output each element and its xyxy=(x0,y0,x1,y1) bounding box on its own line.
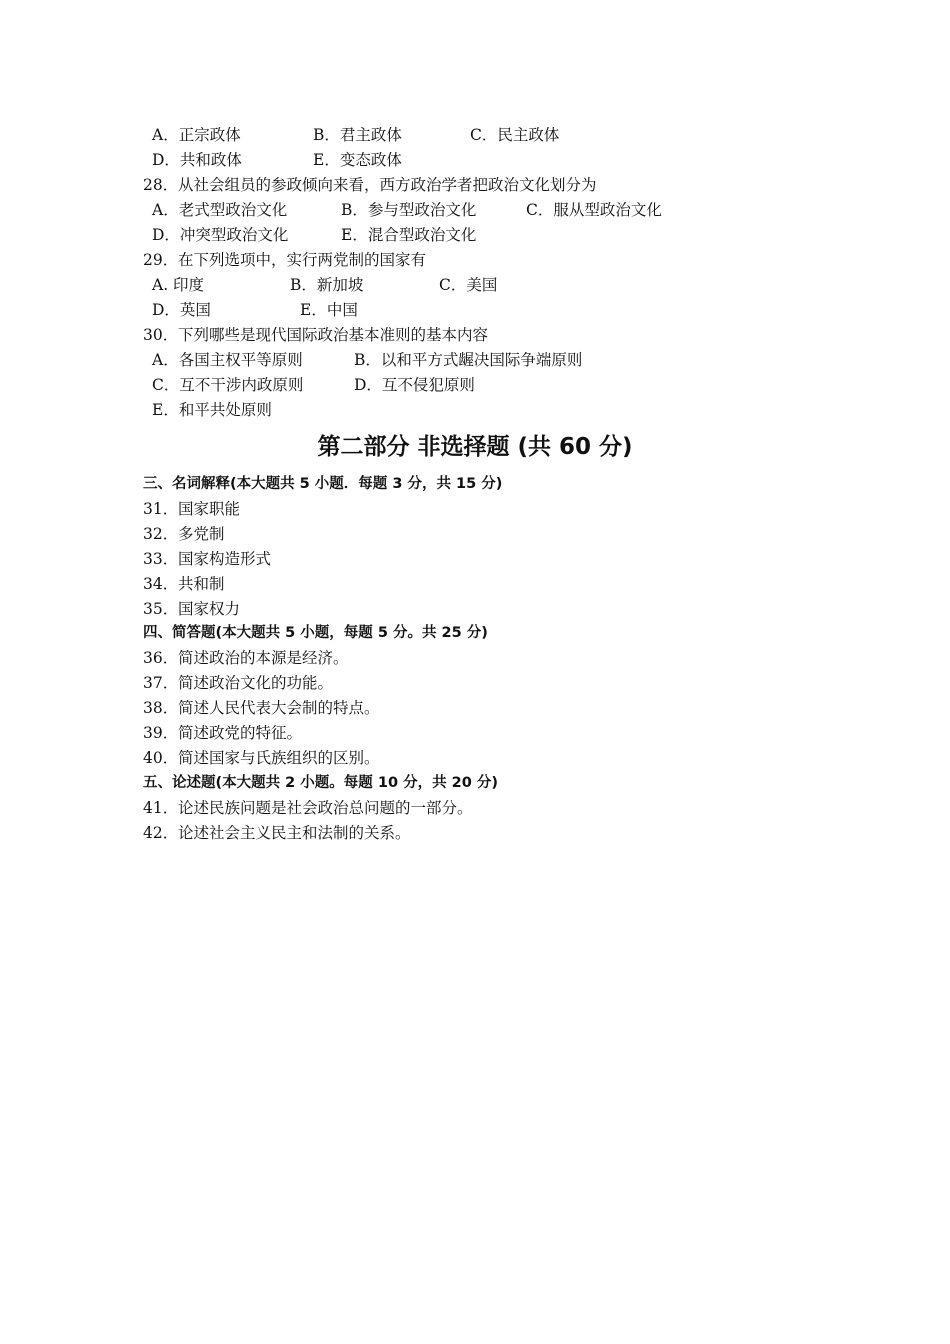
question-number: 29． xyxy=(143,251,179,269)
question-text: 论述民族问题是社会政治总问题的一部分。 xyxy=(178,799,473,817)
question-29 xyxy=(0,248,950,273)
q28-option-b: B．参与型政治文化 xyxy=(341,201,477,219)
question-text: 国家权力 xyxy=(178,600,241,618)
q29-option-e: E．中国 xyxy=(300,301,358,319)
list-item xyxy=(0,597,950,622)
q30-option-e: E．和平共处原则 xyxy=(152,401,272,419)
question-text: 在下列选项中，实行两党制的国家有 xyxy=(178,251,427,269)
question-number: 39． xyxy=(143,724,179,742)
q30-options-row-1 xyxy=(0,348,950,373)
question-number: 33． xyxy=(143,550,179,568)
q28-option-c: C．服从型政治文化 xyxy=(526,201,662,219)
q30-option-c: C．互不干涉内政原则 xyxy=(152,376,304,394)
list-item xyxy=(0,572,950,597)
question-text: 从社会组员的参政倾向来看，西方政治学者把政治文化划分为 xyxy=(178,176,597,194)
question-number: 30． xyxy=(143,326,179,344)
q27-option-b: B．君主政体 xyxy=(313,126,402,144)
section-3-heading: 三、名词解释(本大题共 5 小题．每题 3 分，共 15 分) xyxy=(143,476,503,492)
list-item xyxy=(0,522,950,547)
list-item xyxy=(0,746,950,771)
question-text: 简述人民代表大会制的特点。 xyxy=(178,699,380,717)
q28-option-a: A．老式型政治文化 xyxy=(152,201,288,219)
question-text: 论述社会主义民主和法制的关系。 xyxy=(178,824,411,842)
question-text: 简述政治的本源是经济。 xyxy=(178,649,349,667)
q28-option-e: E．混合型政治文化 xyxy=(341,226,477,244)
question-text: 简述国家与氏族组织的区别。 xyxy=(178,749,380,767)
list-item xyxy=(0,721,950,746)
list-item xyxy=(0,497,950,522)
question-number: 38． xyxy=(143,699,179,717)
question-text: 国家构造形式 xyxy=(178,550,272,568)
q29-option-d: D．英国 xyxy=(152,301,211,319)
question-number: 40． xyxy=(143,749,179,767)
q27-option-d: D．共和政体 xyxy=(152,151,242,169)
question-number: 32． xyxy=(143,525,179,543)
question-number: 35． xyxy=(143,600,179,618)
question-number: 28． xyxy=(143,176,179,194)
list-item xyxy=(0,547,950,572)
list-item xyxy=(0,671,950,696)
q27-option-c: C．民主政体 xyxy=(470,126,560,144)
q29-option-a: A. 印度 xyxy=(152,276,205,294)
q30-option-d: D．互不侵犯原则 xyxy=(354,376,475,394)
list-item xyxy=(0,821,950,846)
q29-option-c: C．美国 xyxy=(439,276,498,294)
q30-options-row-3 xyxy=(0,398,950,423)
q28-options-row-2 xyxy=(0,223,950,248)
question-text: 简述政党的特征。 xyxy=(178,724,303,742)
list-item xyxy=(0,646,950,671)
part-two-title: 第二部分 非选择题 (共 60 分) xyxy=(317,434,633,460)
section-4-heading: 四、简答题(本大题共 5 小题，每题 5 分。共 25 分) xyxy=(143,625,488,641)
q27-option-a: A．正宗政体 xyxy=(152,126,241,144)
question-number: 42． xyxy=(143,824,179,842)
q28-option-d: D．冲突型政治文化 xyxy=(152,226,289,244)
question-text: 共和制 xyxy=(178,575,225,593)
q29-option-b: B．新加坡 xyxy=(290,276,364,294)
question-text: 简述政治文化的功能。 xyxy=(178,674,334,692)
q30-option-a: A．各国主权平等原则 xyxy=(152,351,303,369)
q30-options-row-2 xyxy=(0,373,950,398)
q27-option-e: E．变态政体 xyxy=(313,151,402,169)
q27-options-row-2 xyxy=(0,148,950,173)
question-number: 34． xyxy=(143,575,179,593)
question-number: 37． xyxy=(143,674,179,692)
question-number: 31． xyxy=(143,500,179,518)
question-number: 36． xyxy=(143,649,179,667)
q29-options-row-2 xyxy=(0,298,950,323)
question-text: 下列哪些是现代国际政治基本准则的基本内容 xyxy=(178,326,489,344)
q29-options-row-1 xyxy=(0,273,950,298)
question-30 xyxy=(0,323,950,348)
q30-option-b: B．以和平方式龌决国际争端原则 xyxy=(354,351,583,369)
list-item xyxy=(0,796,950,821)
question-28 xyxy=(0,173,950,198)
question-text: 国家职能 xyxy=(178,500,241,518)
question-text: 多党制 xyxy=(178,525,225,543)
question-number: 41． xyxy=(143,799,179,817)
q28-options-row-1 xyxy=(0,198,950,223)
q27-options-row-1 xyxy=(0,123,950,148)
list-item xyxy=(0,696,950,721)
section-5-heading: 五、论述题(本大题共 2 小题。每题 10 分，共 20 分) xyxy=(143,775,498,791)
